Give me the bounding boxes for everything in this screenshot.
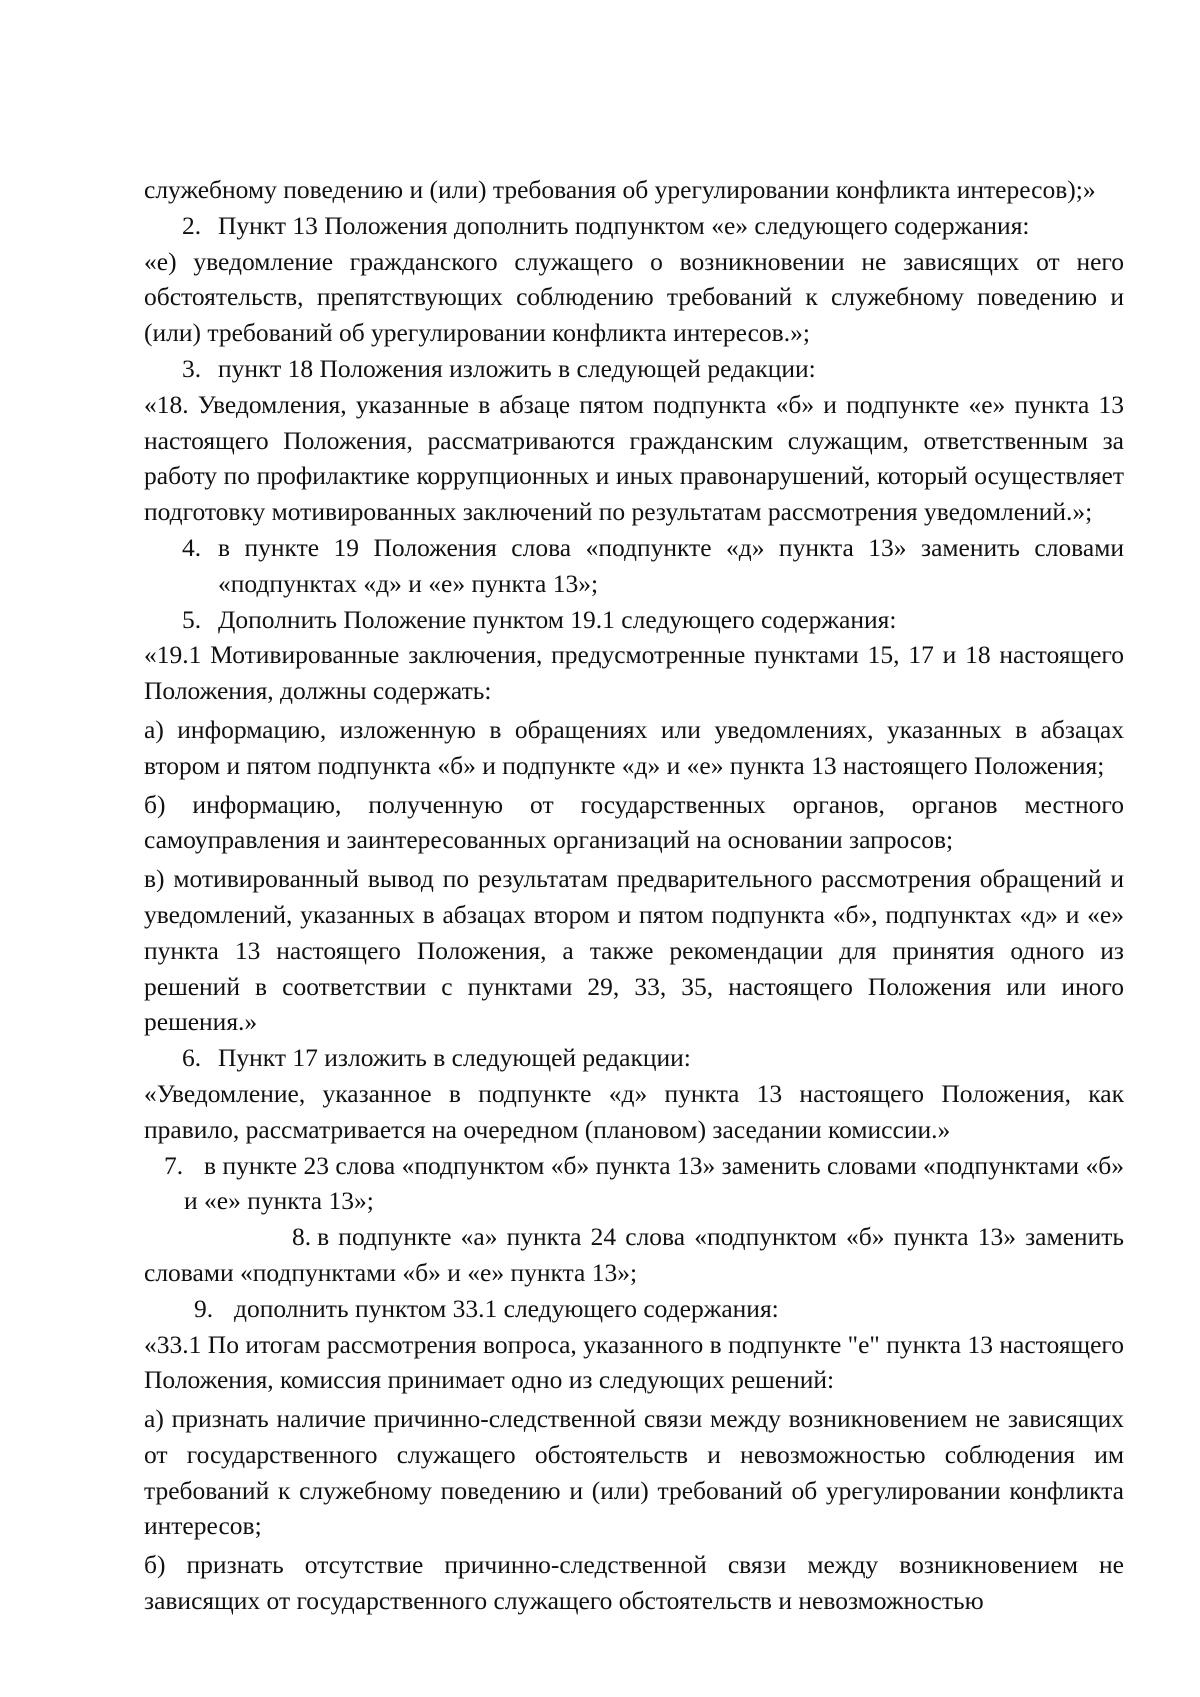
list-item-text: дополнить пунктом 33.1 следующего содержания: — [234, 1293, 779, 1323]
document-body — [144, 172, 1124, 1619]
paragraph-sub-b: б) информацию, полученную от государственных органов, органов местного самоуправления и заинтересованных организаций на основании запросов; — [144, 789, 1124, 855]
list-item-text: пункт 18 Положения изложить в следующей редакции: — [218, 353, 816, 383]
list-item-5 — [144, 602, 1124, 638]
paragraph-point-33-1: «33.1 По итогам рассмотрения вопроса, указанного в подпункте "е" пункта 13 настоящего Положения, комиссия принимает одно из следующих решений: — [144, 1329, 1124, 1395]
paragraph-point-19-1: «19.1 Мотивированные заключения, предусмотренные пунктами 15, 17 и 18 настоящего Положения, должны содержать: — [144, 640, 1124, 706]
paragraph-continuation: служебному поведению и (или) требования об урегулировании конфликта интересов);» — [144, 175, 1096, 204]
list-item-7 — [144, 1148, 1124, 1220]
list-number: 4. — [182, 532, 202, 562]
list-item-text: в подпункте «а» пункта 24 слова «подпунктом «б» пункта 13» заменить словами «подпунктами «б» и «е» пункта 13»; — [144, 1222, 1124, 1287]
paragraph-sub-v: в) мотивированный вывод по результатам предварительного рассмотрения обращений и уведомлений, указанных в абзацах втором и пятом подпункта «б», подпунктах «д» и «е» пункта 13 настоящего Положения, а также рекомендации для принятия одного из решений в соответствии с пунктами 29, 33, 35, настоящего Положения или иного решения.» — [144, 864, 1124, 1037]
list-item-2 — [144, 208, 1124, 244]
list-number: 6. — [182, 1043, 202, 1073]
list-item-text: Дополнить Положение пунктом 19.1 следующего содержания: — [218, 604, 897, 634]
list-item-text: в пункте 23 слова «подпунктом «б» пункта 13» заменить словами «подпунктами «б» и «е» пункта 13»; — [184, 1150, 1124, 1216]
list-item-text: Пункт 17 изложить в следующей редакции: — [218, 1043, 691, 1073]
paragraph-33-sub-a: а) признать наличие причинно-следственной связи между возникновением не зависящих от государственного служащего обстоятельств и невозможностью соблюдения им требований к служебному поведению и (или) требований об урегулировании конфликта интересов; — [144, 1404, 1124, 1541]
paragraph-point-17: «Уведомление, указанное в подпункте «д» пункта 13 настоящего Положения, как правило, рассматривается на очередном (плановом) заседании комиссии.» — [144, 1078, 1124, 1144]
paragraph-33-sub-b: б) признать отсутствие причинно-следственной связи между возникновением не зависящих от государственного служащего обстоятельств и невозможностью — [144, 1550, 1124, 1616]
list-item-6 — [144, 1040, 1124, 1076]
list-number: 5. — [182, 604, 202, 634]
list-number: 2. — [182, 210, 202, 240]
list-item-4 — [144, 530, 1124, 602]
list-number: 3. — [182, 353, 202, 383]
list-number: 7. — [164, 1150, 184, 1180]
list-number: 8. — [292, 1222, 312, 1252]
paragraph-point-18: «18. Уведомления, указанные в абзаце пятом подпункта «б» и подпункте «е» пункта 13 настоящего Положения, рассматриваются гражданским служащим, ответственным за работу по профилактике коррупционных и иных правонарушений, который осуществляет подготовку мотивированных заключений по результатам рассмотрения уведомлений.»; — [144, 389, 1124, 527]
list-item-8 — [144, 1219, 1124, 1291]
paragraph-sub-a: а) информацию, изложенную в обращениях или уведомлениях, указанных в абзацах втором и пятом подпункта «б» и подпункте «д» и «е» пункта 13 настоящего Положения; — [144, 714, 1124, 780]
list-item-text: Пункт 13 Положения дополнить подпунктом «е» следующего содержания: — [218, 210, 1030, 240]
paragraph-subpoint-e: «е) уведомление гражданского служащего о возникновении не зависящих от него обстоятельств, препятствующих соблюдению требований к служебному поведению и (или) требований об урегулировании конфликта интересов.»; — [144, 246, 1124, 348]
list-item-text: в пункте 19 Положения слова «подпункте «д» пункта 13» заменить словами «подпунктах «д» и «е» пункта 13»; — [218, 532, 1124, 598]
list-item-3 — [144, 351, 1124, 387]
list-item-9 — [144, 1291, 1124, 1327]
list-number: 9. — [194, 1293, 214, 1323]
